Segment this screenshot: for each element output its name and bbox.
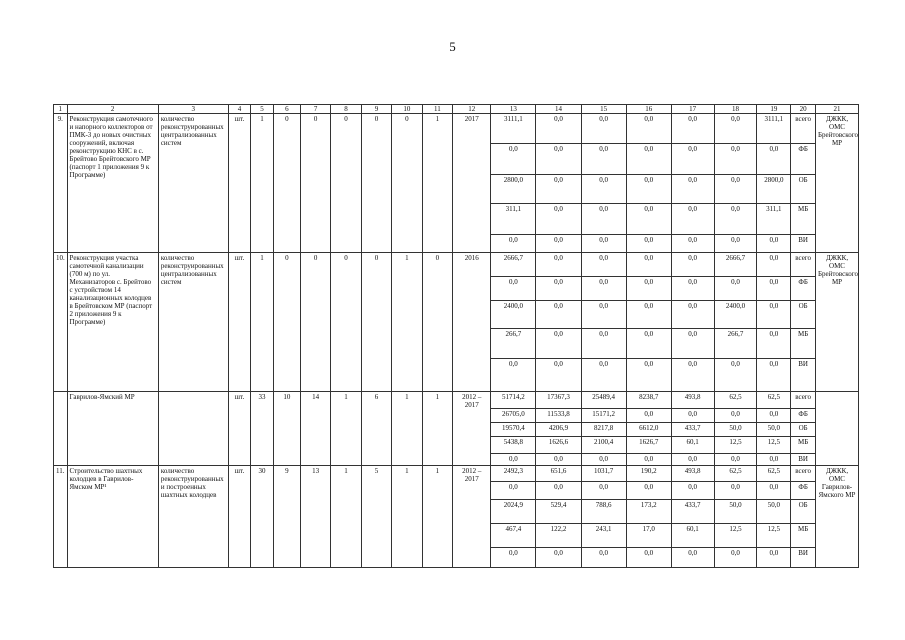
amount-cell: 0,0 [581,548,626,568]
amount-cell: 0,0 [714,482,757,500]
amount-cell: 493,8 [671,392,714,409]
amount-cell: 311,1 [491,204,536,235]
header-cell: 13 [491,105,536,114]
amount-cell: 0,0 [671,235,714,253]
amount-cell: 0,0 [757,409,791,423]
table-row [54,253,859,277]
funding-source: всего [791,253,816,277]
quantity-cell: 6 [361,392,391,466]
amount-cell: 4206,9 [536,423,581,437]
amount-cell: 0,0 [626,253,671,277]
header-cell: 2 [67,105,158,114]
amount-cell: 17367,3 [536,392,581,409]
amount-cell: 3111,1 [491,114,536,144]
amount-cell: 12,5 [757,524,791,548]
amount-cell: 51714,2 [491,392,536,409]
header-cell: 10 [392,105,422,114]
amount-cell: 0,0 [581,144,626,175]
quantity-cell: 13 [300,466,330,568]
header-cell: 18 [714,105,757,114]
header-cell: 12 [453,105,491,114]
amount-cell: 12,5 [714,524,757,548]
item-period: 2012 – 2017 [453,466,491,568]
amount-cell: 0,0 [714,204,757,235]
amount-cell: 0,0 [626,454,671,466]
amount-cell: 0,0 [714,144,757,175]
amount-cell: 0,0 [671,548,714,568]
amount-cell: 0,0 [757,548,791,568]
amount-cell: 0,0 [581,329,626,359]
header-cell: 20 [791,105,816,114]
amount-cell: 243,1 [581,524,626,548]
quantity-cell: 1 [392,466,422,568]
header-cell: 17 [671,105,714,114]
amount-cell: 12,5 [714,437,757,454]
amount-cell: 62,5 [714,392,757,409]
header-cell: 9 [361,105,391,114]
quantity-cell: 5 [361,466,391,568]
amount-cell: 8217,8 [581,423,626,437]
amount-cell: 493,8 [671,466,714,482]
quantity-cell: 1 [331,392,361,466]
amount-cell: 0,0 [581,235,626,253]
amount-cell: 190,2 [626,466,671,482]
quantity-cell: 0 [273,253,300,392]
amount-cell: 12,5 [757,437,791,454]
item-name: Строительство шахтных колодцев в Гаврилов-Ямском МР¹ [67,466,158,568]
amount-cell: 0,0 [671,329,714,359]
item-executor: ДЖКК, ОМС Брейтовского МР [816,253,859,392]
quantity-cell: 33 [251,392,274,466]
quantity-cell: 0 [331,253,361,392]
item-indicator: количество реконструированных централизованных систем [158,253,228,392]
item-number [54,392,68,466]
amount-cell: 0,0 [671,454,714,466]
item-executor: ДЖКК, ОМС Брейтовского МР [816,114,859,253]
item-executor: ДЖКК, ОМС Гаврилов-Ямского МР [816,466,859,568]
amount-cell: 0,0 [626,548,671,568]
amount-cell: 651,6 [536,466,581,482]
quantity-cell: 14 [300,392,330,466]
item-period: 2012 – 2017 [453,392,491,466]
amount-cell: 0,0 [491,359,536,392]
funding-source: МБ [791,204,816,235]
amount-cell: 1031,7 [581,466,626,482]
amount-cell: 0,0 [491,454,536,466]
header-cell: 8 [331,105,361,114]
quantity-cell: 0 [273,114,300,253]
amount-cell: 2666,7 [714,253,757,277]
funding-source: ОБ [791,175,816,204]
amount-cell: 0,0 [536,548,581,568]
amount-cell: 19570,4 [491,423,536,437]
quantity-cell: 1 [251,114,274,253]
amount-cell: 62,5 [757,392,791,409]
amount-cell: 529,4 [536,500,581,524]
amount-cell: 0,0 [491,548,536,568]
amount-cell: 0,0 [536,235,581,253]
amount-cell: 433,7 [671,500,714,524]
amount-cell: 8238,7 [626,392,671,409]
funding-source: ФБ [791,144,816,175]
amount-cell: 0,0 [714,359,757,392]
amount-cell: 0,0 [714,235,757,253]
amount-cell: 50,0 [714,423,757,437]
amount-cell: 266,7 [714,329,757,359]
quantity-cell: 10 [273,392,300,466]
amount-cell: 0,0 [491,277,536,301]
amount-cell: 50,0 [757,423,791,437]
funding-source: всего [791,114,816,144]
amount-cell: 2024,9 [491,500,536,524]
amount-cell: 0,0 [536,253,581,277]
amount-cell: 3111,1 [757,114,791,144]
item-unit: шт. [228,253,251,392]
amount-cell: 0,0 [581,301,626,329]
amount-cell: 60,1 [671,437,714,454]
quantity-cell: 0 [361,114,391,253]
amount-cell: 467,4 [491,524,536,548]
quantity-cell: 1 [251,253,274,392]
amount-cell: 0,0 [757,301,791,329]
amount-cell: 25489,4 [581,392,626,409]
amount-cell: 6612,0 [626,423,671,437]
amount-cell: 0,0 [714,114,757,144]
item-unit: шт. [228,392,251,466]
header-cell: 11 [422,105,452,114]
quantity-cell: 0 [300,253,330,392]
item-indicator: количество реконструированных централизованных систем [158,114,228,253]
amount-cell: 17,0 [626,524,671,548]
amount-cell: 0,0 [714,175,757,204]
header-cell: 15 [581,105,626,114]
header-cell: 14 [536,105,581,114]
item-number: 11. [54,466,68,568]
item-number: 9. [54,114,68,253]
quantity-cell: 0 [392,114,422,253]
amount-cell: 0,0 [581,359,626,392]
item-name: Реконструкция участка самотечной канализации (700 м) по ул. Механизаторов с. Брейтово с устройством 14 канализационных колодцев в Брейтовском МР (паспорт 2 приложения 9 к Программе) [67,253,158,392]
funding-source: МБ [791,524,816,548]
item-unit: шт. [228,114,251,253]
amount-cell: 0,0 [671,277,714,301]
amount-cell: 0,0 [671,175,714,204]
amount-cell: 0,0 [671,253,714,277]
quantity-cell: 1 [422,114,452,253]
amount-cell: 0,0 [491,482,536,500]
amount-cell: 0,0 [536,329,581,359]
amount-cell: 0,0 [714,548,757,568]
amount-cell: 2800,0 [757,175,791,204]
amount-cell: 0,0 [714,277,757,301]
amount-cell: 62,5 [757,466,791,482]
header-cell: 21 [816,105,859,114]
header-cell: 4 [228,105,251,114]
quantity-cell: 1 [392,392,422,466]
amount-cell: 0,0 [536,204,581,235]
amount-cell: 0,0 [757,454,791,466]
amount-cell: 0,0 [581,482,626,500]
amount-cell: 0,0 [757,253,791,277]
amount-cell: 0,0 [671,144,714,175]
header-cell: 19 [757,105,791,114]
amount-cell: 0,0 [626,482,671,500]
amount-cell: 311,1 [757,204,791,235]
header-cell: 3 [158,105,228,114]
funding-source: ВИ [791,235,816,253]
header-cell: 16 [626,105,671,114]
amount-cell: 2492,3 [491,466,536,482]
funding-source: ФБ [791,277,816,301]
page-number: 5 [449,39,456,54]
header-cell: 7 [300,105,330,114]
funding-source: МБ [791,437,816,454]
amount-cell: 0,0 [491,235,536,253]
amount-cell: 0,0 [757,359,791,392]
amount-cell: 2800,0 [491,175,536,204]
amount-cell: 0,0 [757,329,791,359]
header-cell: 5 [251,105,274,114]
amount-cell: 0,0 [626,359,671,392]
amount-cell: 0,0 [581,114,626,144]
amount-cell: 0,0 [671,114,714,144]
amount-cell: 122,2 [536,524,581,548]
item-unit: шт. [228,466,251,568]
quantity-cell: 1 [392,253,422,392]
quantity-cell: 0 [422,253,452,392]
amount-cell: 1626,7 [626,437,671,454]
amount-cell: 0,0 [581,277,626,301]
program-table [53,104,859,568]
amount-cell: 11533,8 [536,409,581,423]
header-cell: 6 [273,105,300,114]
amount-cell: 0,0 [757,235,791,253]
amount-cell: 173,2 [626,500,671,524]
amount-cell: 0,0 [626,329,671,359]
amount-cell: 0,0 [536,144,581,175]
item-indicator [158,392,228,466]
amount-cell: 15171,2 [581,409,626,423]
item-name: Реконструкция самотечного и напорного коллекторов от ПМК-3 до новых очистных сооружений, включая реконструкцию КНС в с. Брейтово Брейтовского МР (паспорт 1 приложения 9 к Программе) [67,114,158,253]
amount-cell: 0,0 [626,409,671,423]
amount-cell: 266,7 [491,329,536,359]
amount-cell: 60,1 [671,524,714,548]
amount-cell: 0,0 [714,454,757,466]
amount-cell: 0,0 [757,144,791,175]
amount-cell: 0,0 [757,277,791,301]
funding-source: ВИ [791,548,816,568]
amount-cell: 0,0 [671,301,714,329]
amount-cell: 0,0 [536,359,581,392]
item-number: 10. [54,253,68,392]
funding-source: всего [791,466,816,482]
quantity-cell: 1 [331,466,361,568]
header-row [54,105,859,114]
funding-source: ВИ [791,454,816,466]
amount-cell: 0,0 [671,409,714,423]
amount-cell: 0,0 [757,482,791,500]
funding-source: МБ [791,329,816,359]
amount-cell: 0,0 [626,204,671,235]
amount-cell: 0,0 [536,482,581,500]
amount-cell: 0,0 [536,301,581,329]
funding-source: ОБ [791,423,816,437]
amount-cell: 0,0 [581,253,626,277]
quantity-cell: 1 [422,466,452,568]
amount-cell: 788,6 [581,500,626,524]
quantity-cell: 1 [422,392,452,466]
amount-cell: 62,5 [714,466,757,482]
amount-cell: 1626,6 [536,437,581,454]
amount-cell: 0,0 [581,454,626,466]
funding-source: ОБ [791,301,816,329]
amount-cell: 0,0 [581,175,626,204]
header-cell: 1 [54,105,68,114]
amount-cell: 0,0 [536,175,581,204]
amount-cell: 0,0 [581,204,626,235]
amount-cell: 0,0 [536,277,581,301]
amount-cell: 26705,0 [491,409,536,423]
amount-cell: 0,0 [671,204,714,235]
quantity-cell: 0 [300,114,330,253]
amount-cell: 0,0 [536,114,581,144]
quantity-cell: 9 [273,466,300,568]
quantity-cell: 0 [331,114,361,253]
amount-cell: 0,0 [491,144,536,175]
quantity-cell: 0 [361,253,391,392]
table-row [54,392,859,409]
item-name: Гаврилов-Ямский МР [67,392,158,466]
amount-cell: 0,0 [626,114,671,144]
amount-cell: 0,0 [626,144,671,175]
amount-cell: 5438,8 [491,437,536,454]
item-indicator: количество реконструированных и построенных шахтных колодцев [158,466,228,568]
amount-cell: 0,0 [626,175,671,204]
amount-cell: 2400,0 [714,301,757,329]
funding-source: ФБ [791,409,816,423]
amount-cell: 0,0 [671,359,714,392]
table-row [54,466,859,482]
amount-cell: 2666,7 [491,253,536,277]
amount-cell: 0,0 [536,454,581,466]
amount-cell: 0,0 [626,235,671,253]
amount-cell: 433,7 [671,423,714,437]
amount-cell: 0,0 [714,409,757,423]
amount-cell: 2400,0 [491,301,536,329]
amount-cell: 0,0 [626,301,671,329]
item-period: 2017 [453,114,491,253]
amount-cell: 0,0 [671,482,714,500]
amount-cell: 50,0 [714,500,757,524]
amount-cell: 2100,4 [581,437,626,454]
amount-cell: 50,0 [757,500,791,524]
funding-source: ОБ [791,500,816,524]
amount-cell: 0,0 [626,277,671,301]
funding-source: ВИ [791,359,816,392]
quantity-cell: 30 [251,466,274,568]
item-executor [816,392,859,466]
table-row [54,114,859,144]
funding-source: всего [791,392,816,409]
funding-source: ФБ [791,482,816,500]
item-period: 2016 [453,253,491,392]
